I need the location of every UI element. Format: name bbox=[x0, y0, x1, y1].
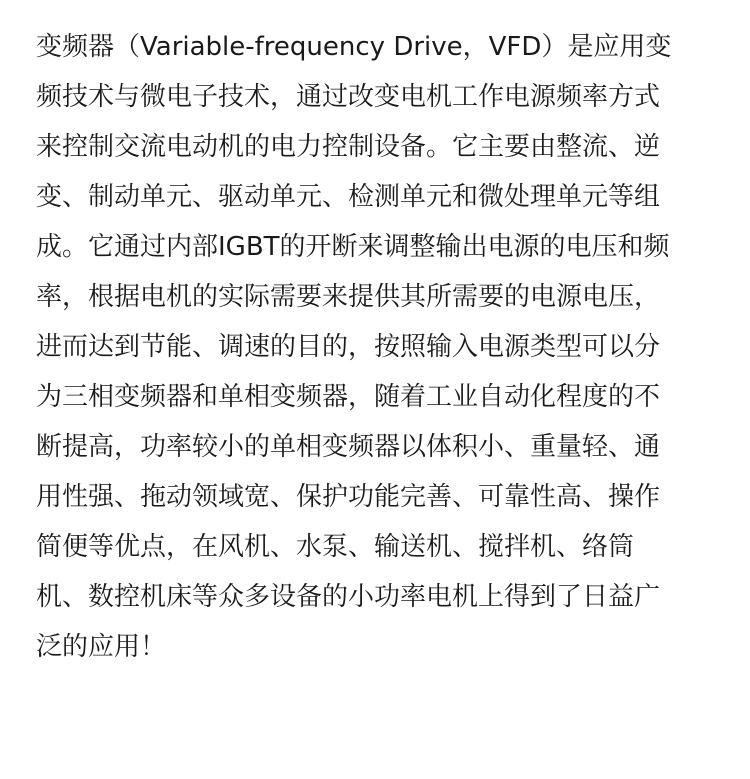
paragraph-line: 进而达到节能、调速的目的，按照输入电源类型可以分 bbox=[36, 332, 661, 362]
paragraph-line: 泛的应用！ bbox=[36, 632, 167, 662]
paragraph-line: 为三相变频器和单相变频器，随着工业自动化程度的不 bbox=[36, 382, 661, 412]
paragraph-line: 频技术与微电子技术，通过改变电机工作电源频率方式 bbox=[36, 82, 661, 112]
paragraph-line: 机、数控机床等众多设备的小功率电机上得到了日益广 bbox=[36, 582, 661, 612]
paragraph-line: 简便等优点，在风机、水泵、输送机、搅拌机、络筒 bbox=[36, 532, 635, 562]
article-paragraph bbox=[36, 22, 726, 672]
paragraph-line: 用性强、拖动领域宽、保护功能完善、可靠性高、操作 bbox=[36, 482, 661, 512]
paragraph-line: 断提高，功率较小的单相变频器以体积小、重量轻、通 bbox=[36, 432, 661, 462]
paragraph-line: 变、制动单元、驱动单元、检测单元和微处理单元等组 bbox=[36, 182, 661, 212]
paragraph-line: 变频器（Variable-frequency Drive，VFD）是应用变 bbox=[36, 32, 672, 62]
paragraph-line: 成。它通过内部IGBT的开断来调整输出电源的电压和频 bbox=[36, 232, 670, 262]
paragraph-line: 率，根据电机的实际需要来提供其所需要的电源电压， bbox=[36, 282, 661, 312]
paragraph-line: 来控制交流电动机的电力控制设备。它主要由整流、逆 bbox=[36, 132, 661, 162]
